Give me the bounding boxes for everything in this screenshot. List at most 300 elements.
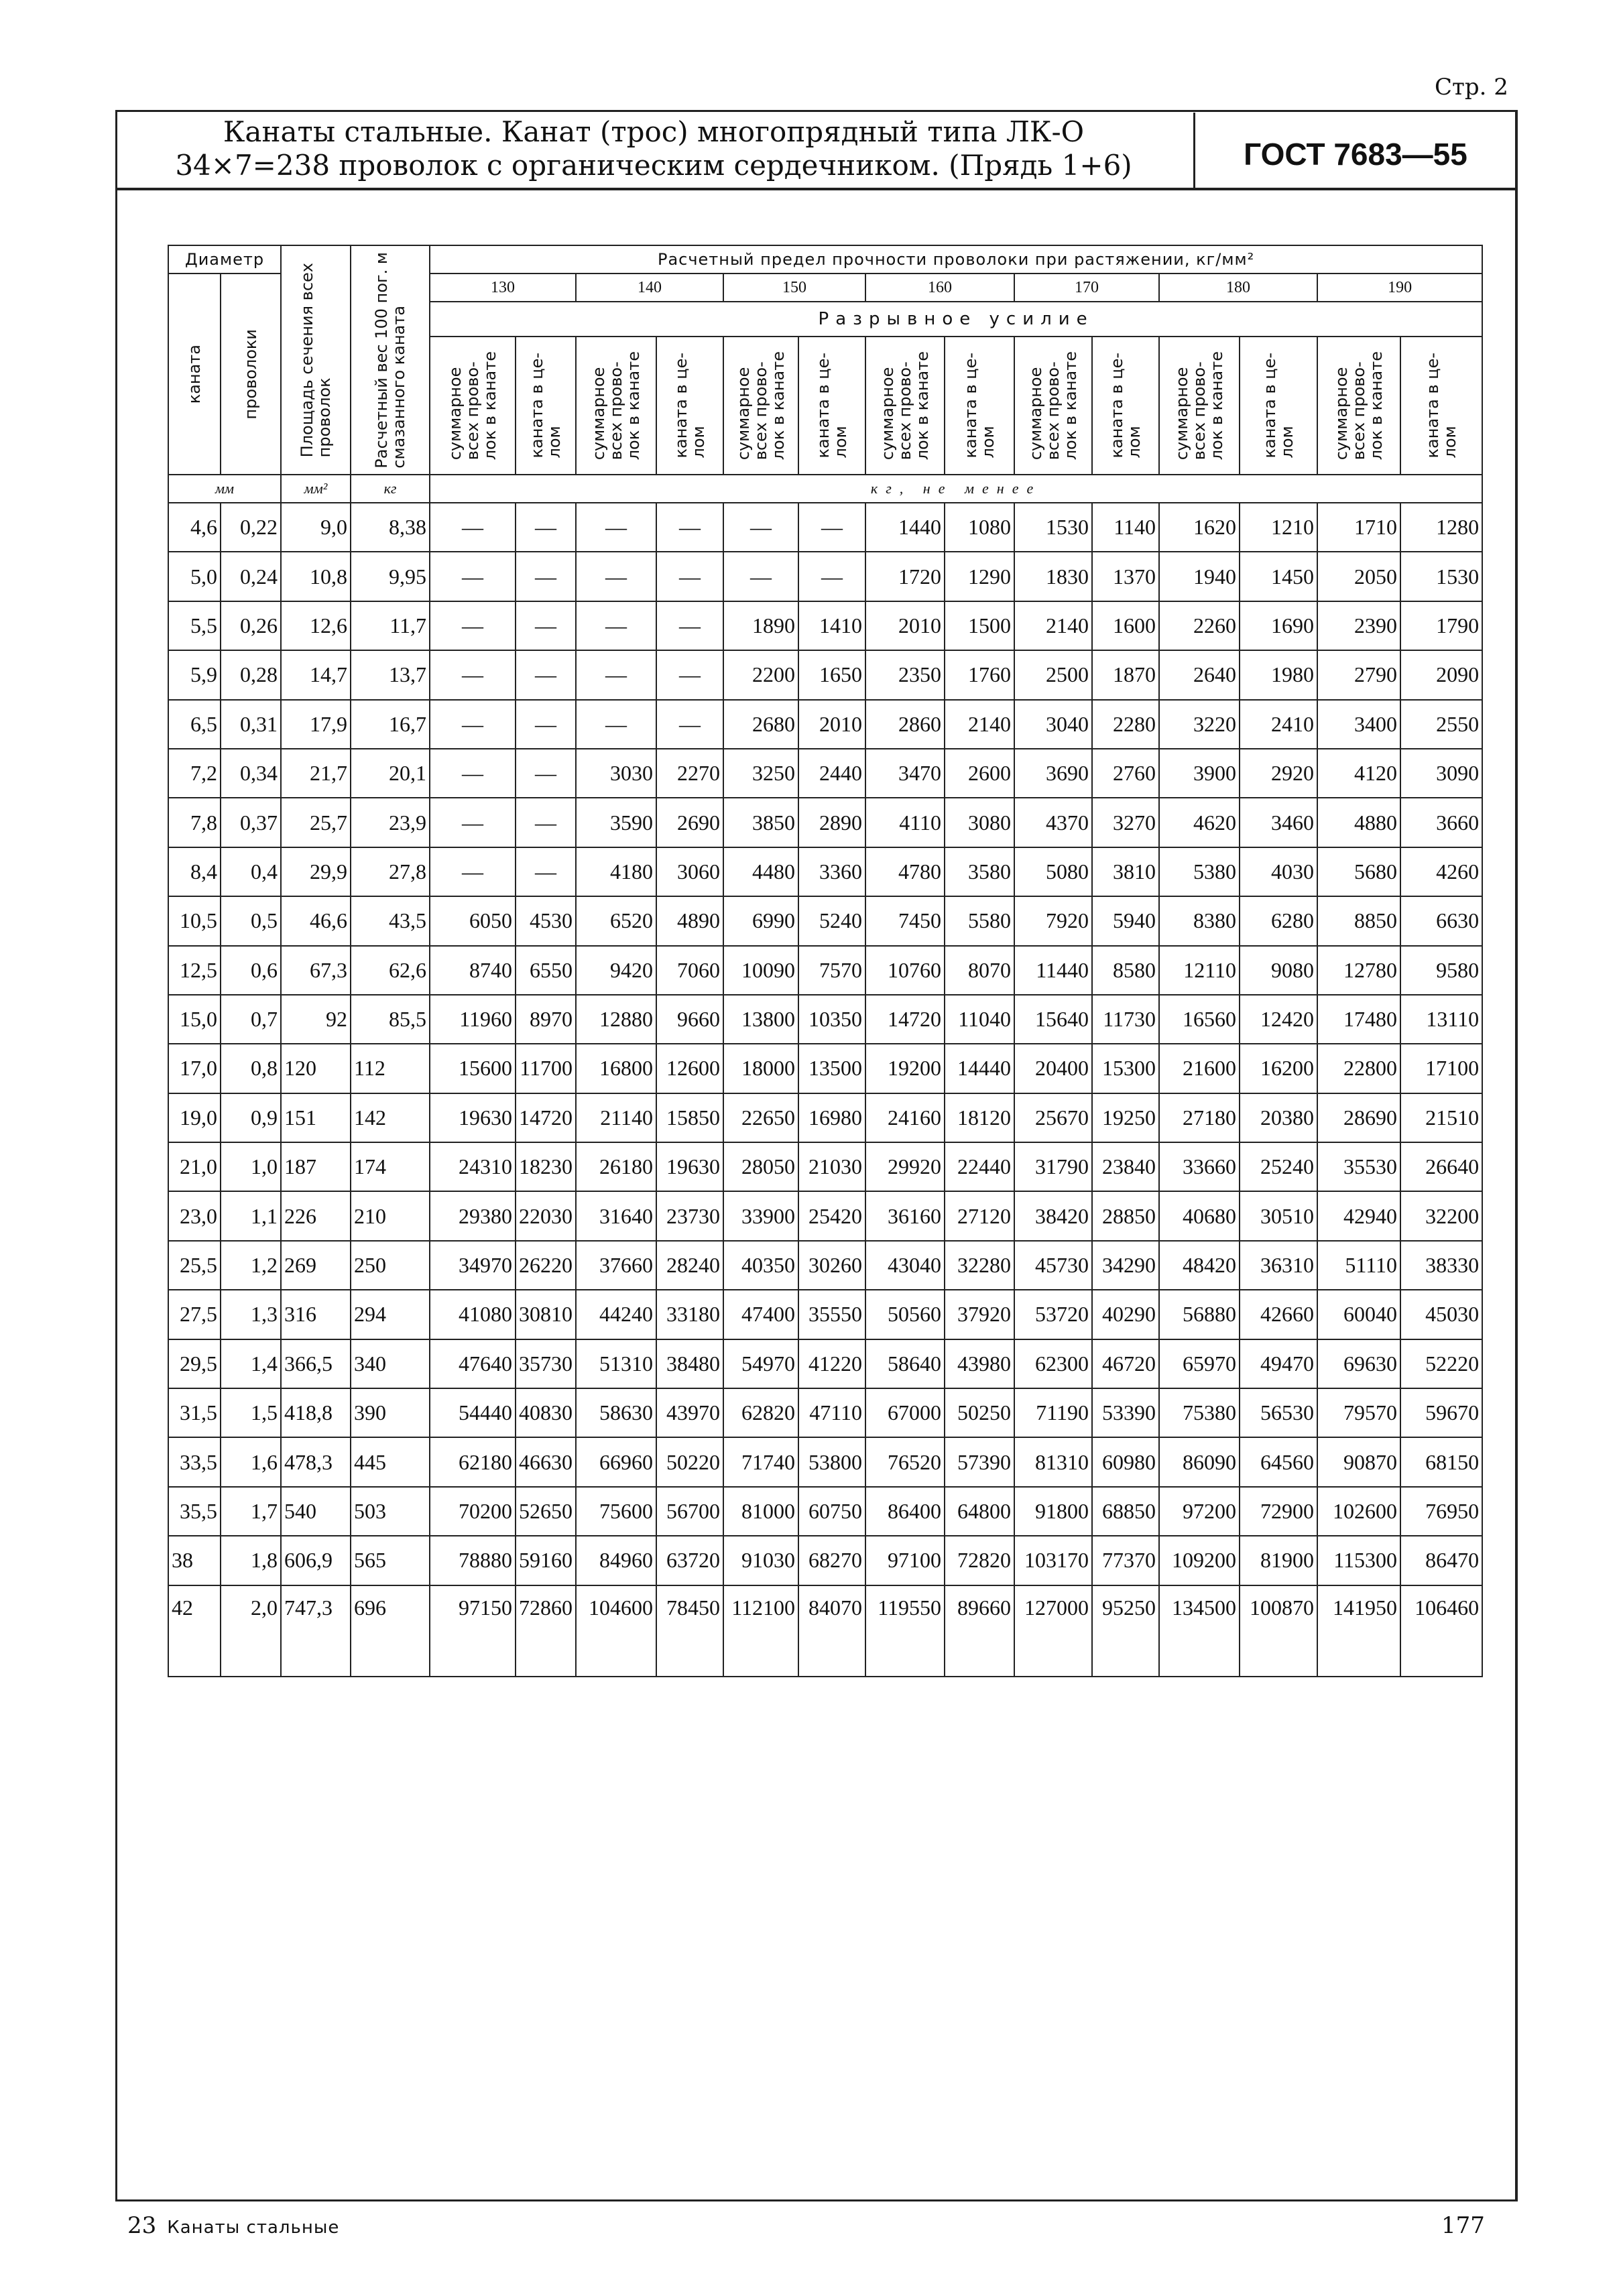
area-cell: 226 (281, 1191, 351, 1240)
break-force-cell: 100870 (1240, 1585, 1317, 1677)
break-force-cell: 2680 (723, 700, 798, 749)
break-force-cell: 112100 (723, 1585, 798, 1677)
break-force-cell: 11960 (430, 995, 516, 1044)
wire-diameter-cell: 1,5 (221, 1388, 281, 1437)
table-row (168, 798, 1482, 847)
weight-cell: 13,7 (351, 650, 430, 699)
break-force-cell: 35550 (798, 1290, 865, 1339)
sub-whole-text: каната в це- лом (1260, 353, 1297, 459)
break-force-cell: 84070 (798, 1585, 865, 1677)
break-force-cell: 40290 (1092, 1290, 1159, 1339)
break-force-cell: 1080 (945, 503, 1014, 552)
break-force-cell: 31640 (576, 1191, 656, 1240)
break-force-cell: 75600 (576, 1487, 656, 1536)
weight-cell: 11,7 (351, 601, 430, 650)
break-force-cell: 10350 (798, 995, 865, 1044)
break-force-cell: 47400 (723, 1290, 798, 1339)
break-force-cell: 3250 (723, 749, 798, 798)
table-row (168, 1585, 1482, 1677)
weight-cell: 294 (351, 1290, 430, 1339)
area-cell: 29,9 (281, 847, 351, 896)
break-force-cell: 26640 (1400, 1142, 1482, 1191)
table-row (168, 1142, 1482, 1191)
sub-sum-text: суммарное всех прово- лок в канате (878, 351, 933, 461)
weight-cell: 16,7 (351, 700, 430, 749)
table-row (168, 601, 1482, 650)
break-force-cell: 6550 (516, 946, 576, 995)
break-force-cell: 8970 (516, 995, 576, 1044)
wire-diameter-cell: 0,4 (221, 847, 281, 896)
break-force-cell: 5240 (798, 896, 865, 945)
break-force-cell: 1790 (1400, 601, 1482, 650)
break-force-cell: 1600 (1092, 601, 1159, 650)
break-force-cell: 26220 (516, 1241, 576, 1290)
sub-whole-text: каната в це- лом (814, 353, 851, 459)
break-force-cell: 58630 (576, 1388, 656, 1437)
break-force-cell: 62300 (1014, 1339, 1092, 1388)
area-cell: 151 (281, 1093, 351, 1142)
group-180: 180 (1159, 274, 1317, 302)
break-force-cell: 47640 (430, 1339, 516, 1388)
break-force-cell: — (576, 552, 656, 601)
break-force-cell: 97150 (430, 1585, 516, 1677)
wire-diameter-cell: 0,28 (221, 650, 281, 699)
break-force-cell: — (430, 601, 516, 650)
break-force-cell: 59670 (1400, 1388, 1482, 1437)
break-force-cell: 32280 (945, 1241, 1014, 1290)
wire-diameter-cell: 1,2 (221, 1241, 281, 1290)
wire-diameter-cell: 0,5 (221, 896, 281, 945)
wire-diameter-cell: 1,6 (221, 1437, 281, 1486)
break-force-cell: — (576, 601, 656, 650)
break-force-cell: 3470 (865, 749, 945, 798)
break-force-cell: 12880 (576, 995, 656, 1044)
wire-diameter-cell: 0,8 (221, 1044, 281, 1093)
break-force-cell: 3850 (723, 798, 798, 847)
wire-diameter-cell: 0,34 (221, 749, 281, 798)
rope-diameter-cell: 21,0 (168, 1142, 221, 1191)
break-force-cell: 9580 (1400, 946, 1482, 995)
break-force-cell: 2550 (1400, 700, 1482, 749)
table-row (168, 1437, 1482, 1486)
break-force-cell: 56530 (1240, 1388, 1317, 1437)
break-force-cell: 1140 (1092, 503, 1159, 552)
standard-number: ГОСТ 7683—55 (1244, 137, 1467, 172)
break-force-cell: — (430, 650, 516, 699)
break-force-cell: 21600 (1159, 1044, 1240, 1093)
break-force-cell: 5940 (1092, 896, 1159, 945)
group-130: 130 (430, 274, 576, 302)
break-force-cell: 35530 (1317, 1142, 1400, 1191)
sub-whole-160 (945, 337, 1014, 475)
break-force-cell: 25240 (1240, 1142, 1317, 1191)
wire-diameter-header (221, 274, 281, 475)
break-force-cell: 8740 (430, 946, 516, 995)
wire-diameter-cell: 0,7 (221, 995, 281, 1044)
break-force-cell: — (430, 749, 516, 798)
diameter-header: Диаметр (168, 245, 281, 274)
rope-diameter-cell: 35,5 (168, 1487, 221, 1536)
rope-diameter-cell: 8,4 (168, 847, 221, 896)
break-force-cell: — (430, 847, 516, 896)
break-force-cell: 2690 (656, 798, 723, 847)
break-force-cell: 86470 (1400, 1536, 1482, 1585)
break-force-cell: 4530 (516, 896, 576, 945)
break-force-cell: 48420 (1159, 1241, 1240, 1290)
break-force-cell: — (516, 552, 576, 601)
break-force-cell: 97200 (1159, 1487, 1240, 1536)
break-force-cell: 21510 (1400, 1093, 1482, 1142)
document-title (117, 115, 1190, 182)
break-force-cell: — (516, 601, 576, 650)
unit-kg-min: кг, не менее (430, 475, 1482, 503)
break-force-cell: 15300 (1092, 1044, 1159, 1093)
break-force-cell: 52220 (1400, 1339, 1482, 1388)
break-force-cell: 1710 (1317, 503, 1400, 552)
area-header-text: Площадь сечения всех проволок (298, 262, 335, 458)
break-force-cell: 69630 (1317, 1339, 1400, 1388)
break-force-cell: 50560 (865, 1290, 945, 1339)
rope-diameter-cell: 6,5 (168, 700, 221, 749)
break-force-cell: 38420 (1014, 1191, 1092, 1240)
break-force-cell: 2010 (798, 700, 865, 749)
break-force-cell: 3270 (1092, 798, 1159, 847)
break-force-cell: 43970 (656, 1388, 723, 1437)
wire-diameter-cell: 0,6 (221, 946, 281, 995)
break-force-cell: 141950 (1317, 1585, 1400, 1677)
break-force-cell: 30810 (516, 1290, 576, 1339)
sub-whole-text: каната в це- лом (528, 353, 564, 459)
rope-diameter-cell: 25,5 (168, 1241, 221, 1290)
weight-cell: 9,95 (351, 552, 430, 601)
wire-diameter-cell: 1,3 (221, 1290, 281, 1339)
break-force-cell: 29380 (430, 1191, 516, 1240)
sub-sum-190 (1317, 337, 1400, 475)
break-force-cell: 24160 (865, 1093, 945, 1142)
break-force-cell: 104600 (576, 1585, 656, 1677)
break-force-cell: 60750 (798, 1487, 865, 1536)
break-force-cell: 54440 (430, 1388, 516, 1437)
break-force-cell: 14720 (516, 1093, 576, 1142)
weight-header-text: Расчетный вес 100 пог. м смазанного каната (372, 251, 409, 469)
break-force-cell: 2090 (1400, 650, 1482, 699)
break-force-cell: — (576, 503, 656, 552)
break-force-cell: 41080 (430, 1290, 516, 1339)
break-force-cell: 19250 (1092, 1093, 1159, 1142)
break-force-cell: 68270 (798, 1536, 865, 1585)
break-force-cell: 1870 (1092, 650, 1159, 699)
break-force-cell: 3360 (798, 847, 865, 896)
break-force-cell: 3040 (1014, 700, 1092, 749)
break-force-cell: 17480 (1317, 995, 1400, 1044)
table-row (168, 1536, 1482, 1585)
weight-cell: 210 (351, 1191, 430, 1240)
table-row (168, 1290, 1482, 1339)
break-force-cell: 28690 (1317, 1093, 1400, 1142)
break-force-cell: 56880 (1159, 1290, 1240, 1339)
break-force-cell: 65970 (1159, 1339, 1240, 1388)
break-force-cell: 3080 (945, 798, 1014, 847)
break-force-cell: 81000 (723, 1487, 798, 1536)
break-force-cell: 4620 (1159, 798, 1240, 847)
rope-diameter-cell: 15,0 (168, 995, 221, 1044)
sub-whole-140 (656, 337, 723, 475)
break-force-cell: 1530 (1400, 552, 1482, 601)
break-force-cell: 2860 (865, 700, 945, 749)
break-force-cell: 16980 (798, 1093, 865, 1142)
wire-diameter-cell: 0,22 (221, 503, 281, 552)
title-line-2: 34×7=238 проволок с органическим сердечником. (Прядь 1+6) (175, 149, 1132, 182)
rope-diameter-cell: 7,2 (168, 749, 221, 798)
table-row (168, 946, 1482, 995)
break-force-cell: 2440 (798, 749, 865, 798)
break-force-cell: 2640 (1159, 650, 1240, 699)
break-force-cell: 5080 (1014, 847, 1092, 896)
break-force-cell: 2140 (1014, 601, 1092, 650)
break-force-cell: 1650 (798, 650, 865, 699)
break-force-cell: 4120 (1317, 749, 1400, 798)
table-row (168, 1191, 1482, 1240)
rope-diameter-text: каната (185, 344, 204, 404)
break-force-cell: — (576, 700, 656, 749)
break-force-cell: 4880 (1317, 798, 1400, 847)
area-header (281, 245, 351, 475)
break-force-cell: 33180 (656, 1290, 723, 1339)
break-force-cell: 2010 (865, 601, 945, 650)
break-force-cell: 2760 (1092, 749, 1159, 798)
weight-cell: 565 (351, 1536, 430, 1585)
break-force-cell: 21140 (576, 1093, 656, 1142)
area-cell: 187 (281, 1142, 351, 1191)
break-force-cell: 2600 (945, 749, 1014, 798)
break-force-cell: — (656, 700, 723, 749)
break-force-cell: 2200 (723, 650, 798, 699)
sub-sum-text: суммарное всех прово- лок в канате (446, 351, 500, 461)
group-190: 190 (1317, 274, 1482, 302)
wire-diameter-cell: 1,7 (221, 1487, 281, 1536)
break-force-cell: 3660 (1400, 798, 1482, 847)
break-force-cell: 1500 (945, 601, 1014, 650)
break-force-cell: 22800 (1317, 1044, 1400, 1093)
break-force-cell: 7920 (1014, 896, 1092, 945)
break-force-cell: 19630 (656, 1142, 723, 1191)
break-force-cell: 40350 (723, 1241, 798, 1290)
break-force-cell: 3690 (1014, 749, 1092, 798)
break-force-cell: — (656, 503, 723, 552)
break-force-cell: 1530 (1014, 503, 1092, 552)
break-force-cell: 1410 (798, 601, 865, 650)
area-cell: 316 (281, 1290, 351, 1339)
break-force-cell: 106460 (1400, 1585, 1482, 1677)
break-force-cell: 4110 (865, 798, 945, 847)
break-force-cell: 20380 (1240, 1093, 1317, 1142)
break-force-cell: 20400 (1014, 1044, 1092, 1093)
table-row (168, 1093, 1482, 1142)
break-force-cell: 16800 (576, 1044, 656, 1093)
break-force-cell: 13800 (723, 995, 798, 1044)
break-force-cell: 5680 (1317, 847, 1400, 896)
break-force-cell: 29920 (865, 1142, 945, 1191)
break-force-cell: 90870 (1317, 1437, 1400, 1486)
break-force-cell: 86400 (865, 1487, 945, 1536)
break-force-cell: 19630 (430, 1093, 516, 1142)
break-force-cell: 89660 (945, 1585, 1014, 1677)
table-row (168, 995, 1482, 1044)
break-force-cell: 1290 (945, 552, 1014, 601)
break-force-cell: 6990 (723, 896, 798, 945)
break-force-cell: 2350 (865, 650, 945, 699)
title-line-1: Канаты стальные. Канат (трос) многопрядный типа ЛК-О (223, 115, 1085, 148)
break-force-cell: — (656, 601, 723, 650)
break-force-cell: 4180 (576, 847, 656, 896)
unit-mm2: мм² (281, 475, 351, 503)
group-160: 160 (865, 274, 1014, 302)
break-force-cell: 6630 (1400, 896, 1482, 945)
break-force-cell: 17100 (1400, 1044, 1482, 1093)
break-force-cell: 12600 (656, 1044, 723, 1093)
rope-diameter-cell: 7,8 (168, 798, 221, 847)
sub-sum-text: суммарное всех прово- лок в канате (1332, 351, 1386, 461)
wire-diameter-cell: 0,37 (221, 798, 281, 847)
header-vertical-divider (1193, 113, 1195, 188)
break-force-cell: 72860 (516, 1585, 576, 1677)
area-cell: 540 (281, 1487, 351, 1536)
break-force-cell: 30510 (1240, 1191, 1317, 1240)
break-force-cell: 37920 (945, 1290, 1014, 1339)
strength-header: Расчетный предел прочности проволоки при растяжении, кг/мм² (430, 245, 1482, 274)
break-force-cell: 9080 (1240, 946, 1317, 995)
break-force-cell: — (516, 650, 576, 699)
sub-whole-170 (1092, 337, 1159, 475)
break-force-cell: 4780 (865, 847, 945, 896)
break-force-cell: — (516, 503, 576, 552)
break-force-cell: 42940 (1317, 1191, 1400, 1240)
break-force-cell: 6280 (1240, 896, 1317, 945)
break-force-cell: 2920 (1240, 749, 1317, 798)
table-body (168, 503, 1482, 1677)
break-force-cell: 1980 (1240, 650, 1317, 699)
break-force-cell: 1830 (1014, 552, 1092, 601)
rope-diameter-cell: 4,6 (168, 503, 221, 552)
break-force-cell: 1720 (865, 552, 945, 601)
break-force-cell: — (430, 798, 516, 847)
break-force-cell: 13500 (798, 1044, 865, 1093)
break-force-cell: 2260 (1159, 601, 1240, 650)
area-cell: 25,7 (281, 798, 351, 847)
break-force-cell: 4370 (1014, 798, 1092, 847)
break-force-cell: 77370 (1092, 1536, 1159, 1585)
break-force-cell: 49470 (1240, 1339, 1317, 1388)
break-force-cell: 18000 (723, 1044, 798, 1093)
break-force-cell: 119550 (865, 1585, 945, 1677)
break-force-cell: 68850 (1092, 1487, 1159, 1536)
break-force-cell: — (656, 650, 723, 699)
break-force-cell: 2270 (656, 749, 723, 798)
rope-diameter-cell: 5,9 (168, 650, 221, 699)
break-force-cell: 23730 (656, 1191, 723, 1240)
break-force-cell: 50250 (945, 1388, 1014, 1437)
break-force-cell: 15850 (656, 1093, 723, 1142)
break-force-cell: 72820 (945, 1536, 1014, 1585)
break-force-cell: 1940 (1159, 552, 1240, 601)
break-force-cell: 15640 (1014, 995, 1092, 1044)
break-force-cell: 3460 (1240, 798, 1317, 847)
break-force-cell: 27120 (945, 1191, 1014, 1240)
sub-whole-180 (1240, 337, 1317, 475)
break-force-cell: 3220 (1159, 700, 1240, 749)
break-force-cell: 5380 (1159, 847, 1240, 896)
break-force-cell: 43980 (945, 1339, 1014, 1388)
break-force-cell: 22030 (516, 1191, 576, 1240)
break-force-cell: 71190 (1014, 1388, 1092, 1437)
weight-cell: 390 (351, 1388, 430, 1437)
break-force-cell: 4890 (656, 896, 723, 945)
break-force-cell: 7450 (865, 896, 945, 945)
break-force-cell: — (798, 503, 865, 552)
area-cell: 9,0 (281, 503, 351, 552)
break-force-cell: 1890 (723, 601, 798, 650)
break-force-cell: 2050 (1317, 552, 1400, 601)
break-force-cell: 3030 (576, 749, 656, 798)
break-force-cell: 51310 (576, 1339, 656, 1388)
rope-diameter-cell: 33,5 (168, 1437, 221, 1486)
break-force-cell: 1210 (1240, 503, 1317, 552)
break-force-cell: 10760 (865, 946, 945, 995)
sub-sum-160 (865, 337, 945, 475)
break-force-cell: 22650 (723, 1093, 798, 1142)
break-force-cell: 52650 (516, 1487, 576, 1536)
sub-whole-150 (798, 337, 865, 475)
weight-cell: 85,5 (351, 995, 430, 1044)
break-force-cell: 1690 (1240, 601, 1317, 650)
break-force-cell: 24310 (430, 1142, 516, 1191)
weight-cell: 43,5 (351, 896, 430, 945)
break-force-cell: 19200 (865, 1044, 945, 1093)
area-cell: 478,3 (281, 1437, 351, 1486)
break-force-cell: 76950 (1400, 1487, 1482, 1536)
break-force-cell: 103170 (1014, 1536, 1092, 1585)
sub-whole-text: каната в це- лом (1423, 353, 1460, 459)
break-force-cell: 28050 (723, 1142, 798, 1191)
rope-diameter-cell: 29,5 (168, 1339, 221, 1388)
page-label: Стр. 2 (1435, 74, 1508, 101)
rope-diameter-header (168, 274, 221, 475)
break-force-cell: 4480 (723, 847, 798, 896)
sub-whole-text: каната в це- лом (1107, 353, 1144, 459)
break-force-cell: 14720 (865, 995, 945, 1044)
break-force-cell: 84960 (576, 1536, 656, 1585)
group-170: 170 (1014, 274, 1159, 302)
sub-sum-180 (1159, 337, 1240, 475)
break-force-cell: 1370 (1092, 552, 1159, 601)
break-force-cell: 25420 (798, 1191, 865, 1240)
break-force-cell: 1280 (1400, 503, 1482, 552)
break-force-cell: 3810 (1092, 847, 1159, 896)
rope-diameter-cell: 10,5 (168, 896, 221, 945)
break-force-cell: 53390 (1092, 1388, 1159, 1437)
break-force-cell: 3090 (1400, 749, 1482, 798)
sub-whole-text: каната в це- лом (672, 353, 709, 459)
break-force-cell: 60040 (1317, 1290, 1400, 1339)
table-row (168, 1388, 1482, 1437)
break-force-cell: 72900 (1240, 1487, 1317, 1536)
break-force-cell: 45030 (1400, 1290, 1482, 1339)
sub-sum-170 (1014, 337, 1092, 475)
break-force-cell: 1450 (1240, 552, 1317, 601)
break-force-cell: 14440 (945, 1044, 1014, 1093)
break-force-header: Разрывное усилие (430, 302, 1482, 337)
break-force-cell: 12420 (1240, 995, 1317, 1044)
